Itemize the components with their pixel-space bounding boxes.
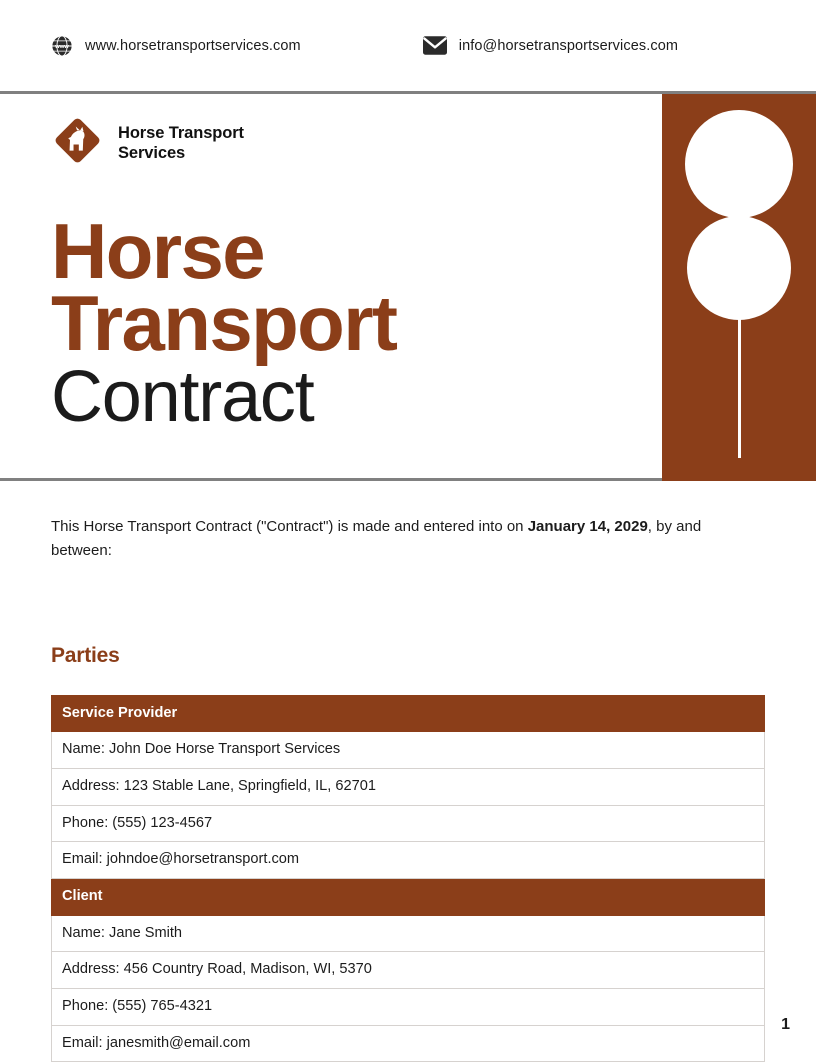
brand-lockup: [51, 114, 244, 172]
table-row: [52, 768, 765, 805]
client-address: Address: 456 Country Road, Madison, WI, 5370: [52, 952, 765, 989]
decorative-circle-top: [685, 110, 793, 218]
group-header-service-provider: Service Provider: [52, 695, 765, 732]
intro-text-before: This Horse Transport Contract ("Contract") is made and entered into on: [51, 518, 528, 535]
intro-paragraph: [51, 515, 763, 564]
table-row: [52, 915, 765, 952]
table-row: [52, 952, 765, 989]
service-provider-name: Name: John Doe Horse Transport Services: [52, 732, 765, 769]
page-title-line-1: Horse: [51, 207, 265, 296]
service-provider-phone: Phone: (555) 123-4567: [52, 805, 765, 842]
page-title-line-2: Transport: [51, 279, 397, 368]
table-row: [52, 805, 765, 842]
globe-icon: [51, 35, 73, 57]
decorative-circle-bottom: [687, 216, 791, 320]
page-title: [51, 207, 651, 437]
client-phone: Phone: (555) 765-4321: [52, 989, 765, 1026]
client-name: Name: Jane Smith: [52, 915, 765, 952]
horse-head-diamond-logo-icon: [51, 114, 104, 172]
decorative-stem-line: [738, 318, 741, 458]
brand-name-line-2: Services: [118, 144, 186, 162]
table-row: [52, 732, 765, 769]
decorative-panel: [662, 94, 816, 481]
table-row: [52, 879, 765, 916]
contact-bar: [0, 0, 816, 91]
header-bottom-divider: [0, 478, 662, 481]
intro-text-after: , by and between:: [51, 518, 702, 560]
document-content: [51, 515, 765, 1062]
svg-text:www: www: [55, 43, 69, 50]
website-contact[interactable]: [51, 35, 301, 57]
group-header-client: Client: [52, 879, 765, 916]
page-number: 1: [781, 1016, 790, 1033]
parties-table: [51, 695, 765, 1062]
service-provider-address: Address: 123 Stable Lane, Springfield, IL, 62701: [52, 768, 765, 805]
parties-table-body: [52, 695, 765, 1062]
brand-name-line-1: Horse Transport: [118, 123, 244, 142]
service-provider-email: Email: johndoe@horsetransport.com: [52, 842, 765, 879]
mail-icon: [423, 36, 447, 55]
table-row: [52, 695, 765, 732]
contract-date: January 14, 2029: [527, 518, 648, 535]
email-contact[interactable]: [423, 36, 678, 55]
page-title-line-3: Contract: [51, 356, 314, 437]
table-row: [52, 842, 765, 879]
table-row: [52, 989, 765, 1026]
brand-name: [118, 123, 244, 163]
email-text: info@horsetransportservices.com: [458, 37, 679, 54]
section-heading-parties: Parties: [51, 643, 120, 667]
table-row: [52, 1025, 765, 1062]
client-email: Email: janesmith@email.com: [52, 1025, 765, 1062]
website-text: www.horsetransportservices.com: [85, 37, 301, 54]
